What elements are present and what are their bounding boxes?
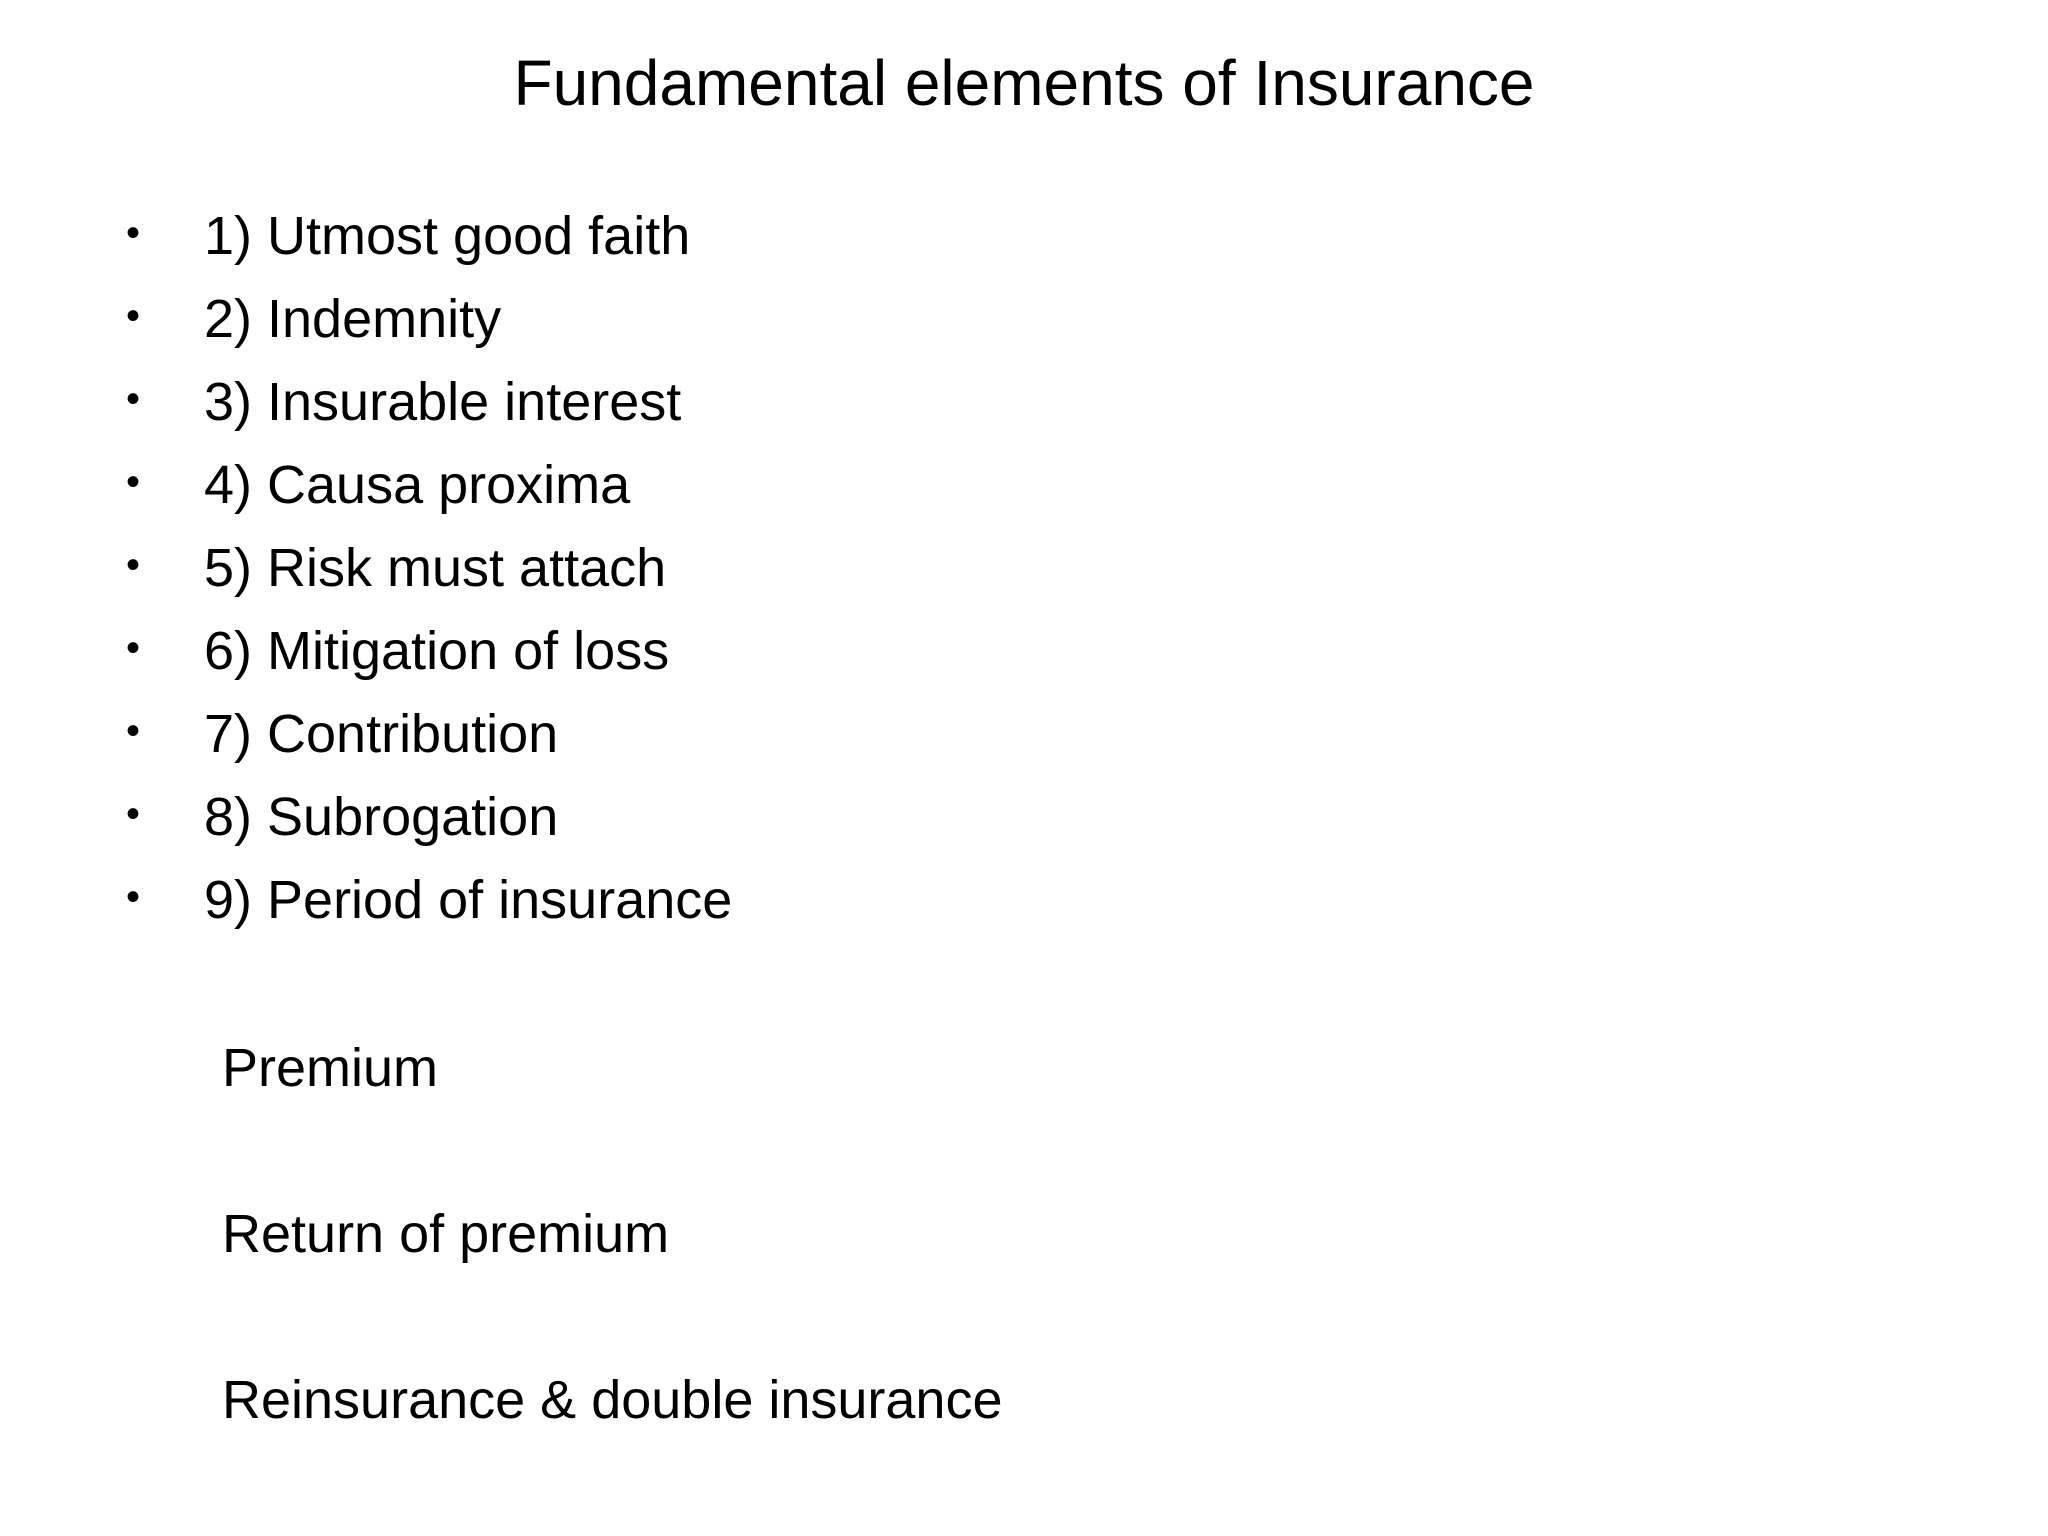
list-item-text: 4) Causa proxima bbox=[204, 455, 631, 515]
bullet-icon: • bbox=[126, 211, 141, 255]
bullet-icon: • bbox=[126, 460, 141, 504]
list-item-text: 1) Utmost good faith bbox=[204, 206, 691, 266]
bullet-icon: • bbox=[126, 294, 141, 338]
extra-line-return-of-premium: Return of premium bbox=[222, 1204, 670, 1264]
list-item-text: 7) Contribution bbox=[204, 704, 559, 764]
bullet-icon: • bbox=[126, 875, 141, 919]
list-item-text: 6) Mitigation of loss bbox=[204, 621, 670, 681]
list-item-text: 5) Risk must attach bbox=[204, 538, 667, 598]
bullet-icon: • bbox=[126, 792, 141, 836]
slide-title: Fundamental elements of Insurance bbox=[513, 47, 1535, 119]
extra-line-reinsurance: Reinsurance & double insurance bbox=[222, 1370, 1003, 1430]
bullet-icon: • bbox=[126, 543, 141, 587]
list-item-text: 8) Subrogation bbox=[204, 787, 559, 847]
list-item-text: 3) Insurable interest bbox=[204, 372, 682, 432]
list-item-text: 2) Indemnity bbox=[204, 289, 502, 349]
list-item-text: 9) Period of insurance bbox=[204, 870, 733, 930]
extra-line-premium: Premium bbox=[222, 1038, 439, 1098]
bullet-icon: • bbox=[126, 626, 141, 670]
bullet-icon: • bbox=[126, 377, 141, 421]
bullet-icon: • bbox=[126, 709, 141, 753]
